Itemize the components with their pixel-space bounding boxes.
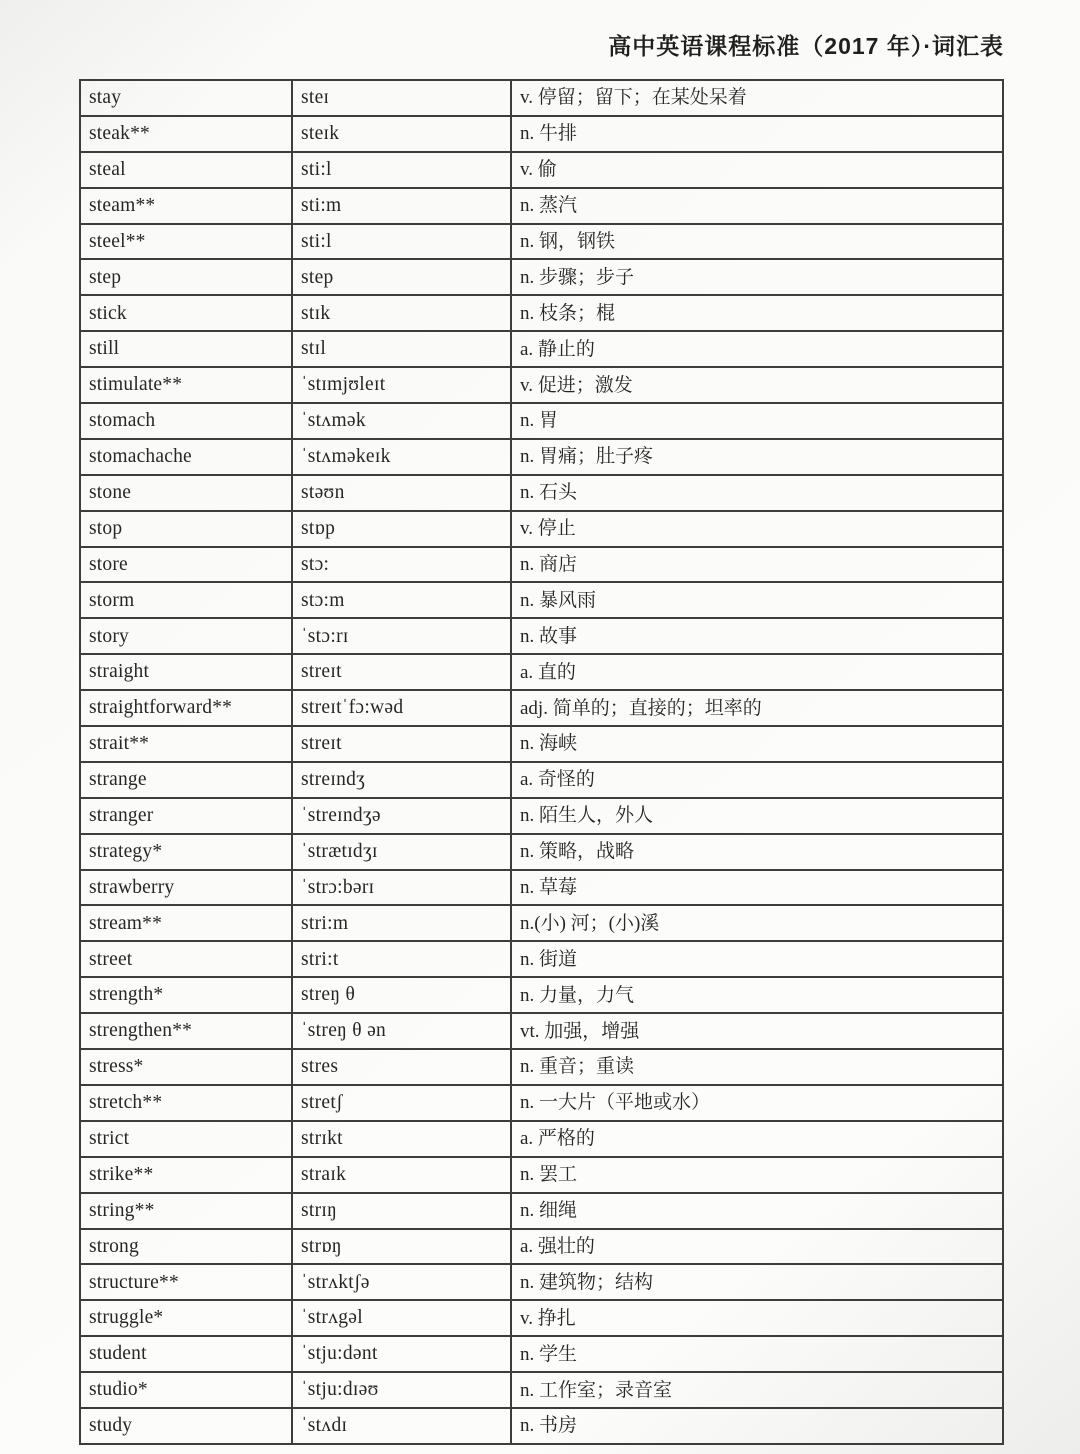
meaning-cell: n. 罢工 [511,1157,1003,1193]
word-cell: stimulate** [80,367,292,403]
meaning-cell: n. 胃痛；肚子疼 [511,439,1003,475]
word-cell: straight [80,654,292,690]
word-cell: strengthen** [80,1013,292,1049]
word-cell: strength* [80,977,292,1013]
word-cell: straightforward** [80,690,292,726]
phonetic-cell: ˈstʌməkeɪk [292,439,511,475]
meaning-cell: n. 重音；重读 [511,1049,1003,1085]
table-row [80,1157,1003,1193]
table-row [80,618,1003,654]
table-row [80,295,1003,331]
table-row [80,152,1003,188]
table-row [80,1300,1003,1336]
phonetic-cell: stəʊn [292,475,511,511]
word-cell: stranger [80,798,292,834]
phonetic-cell: ˈstrʌgəl [292,1300,511,1336]
table-row [80,116,1003,152]
meaning-cell: n. 策略，战略 [511,834,1003,870]
table-row [80,762,1003,798]
phonetic-cell: streɪndʒ [292,762,511,798]
phonetic-cell: ˈstʌdɪ [292,1408,511,1444]
meaning-cell: n. 石头 [511,475,1003,511]
word-cell: still [80,331,292,367]
phonetic-cell: stri:t [292,941,511,977]
meaning-cell: n. 故事 [511,618,1003,654]
table-row [80,798,1003,834]
table-row [80,582,1003,618]
meaning-cell: n. 陌生人，外人 [511,798,1003,834]
page-title: 高中英语课程标准（2017 年）·词汇表 [608,33,1004,59]
table-row [80,259,1003,295]
vocab-table-body [80,80,1003,1444]
phonetic-cell: step [292,259,511,295]
table-row [80,1049,1003,1085]
meaning-cell: n. 工作室；录音室 [511,1372,1003,1408]
word-cell: steak** [80,116,292,152]
table-row [80,1336,1003,1372]
meaning-cell: v. 停止 [511,511,1003,547]
phonetic-cell: streɪtˈfɔ:wəd [292,690,511,726]
word-cell: student [80,1336,292,1372]
word-cell: study [80,1408,292,1444]
phonetic-cell: stretʃ [292,1085,511,1121]
table-row [80,80,1003,116]
phonetic-cell: sti:m [292,188,511,224]
meaning-cell: a. 静止的 [511,331,1003,367]
meaning-cell: v. 促进；激发 [511,367,1003,403]
table-row [80,1229,1003,1265]
word-cell: street [80,941,292,977]
meaning-cell: n. 一大片（平地或水） [511,1085,1003,1121]
vocab-table [79,79,1004,1445]
word-cell: studio* [80,1372,292,1408]
table-row [80,977,1003,1013]
phonetic-cell: stɒp [292,511,511,547]
word-cell: steal [80,152,292,188]
word-cell: stretch** [80,1085,292,1121]
meaning-cell: a. 严格的 [511,1121,1003,1157]
word-cell: steel** [80,224,292,260]
table-row [80,870,1003,906]
word-cell: stone [80,475,292,511]
table-row [80,941,1003,977]
meaning-cell: v. 挣扎 [511,1300,1003,1336]
meaning-cell: n. 建筑物；结构 [511,1264,1003,1300]
word-cell: stress* [80,1049,292,1085]
word-cell: strategy* [80,834,292,870]
table-row [80,403,1003,439]
meaning-cell: n. 细绳 [511,1193,1003,1229]
phonetic-cell: ˈstreŋ θ ən [292,1013,511,1049]
word-cell: stream** [80,905,292,941]
phonetic-cell: streɪt [292,726,511,762]
word-cell: store [80,547,292,583]
meaning-cell: n. 暴风雨 [511,582,1003,618]
meaning-cell: n. 力量，力气 [511,977,1003,1013]
table-row [80,547,1003,583]
table-row [80,188,1003,224]
phonetic-cell: sti:l [292,224,511,260]
table-row [80,1193,1003,1229]
word-cell: structure** [80,1264,292,1300]
meaning-cell: v. 偷 [511,152,1003,188]
phonetic-cell: stri:m [292,905,511,941]
phonetic-cell: stɪk [292,295,511,331]
phonetic-cell: streŋ θ [292,977,511,1013]
word-cell: stay [80,80,292,116]
phonetic-cell: strɪŋ [292,1193,511,1229]
table-row [80,726,1003,762]
table-row [80,690,1003,726]
word-cell: strange [80,762,292,798]
word-cell: strike** [80,1157,292,1193]
meaning-cell: n. 街道 [511,941,1003,977]
word-cell: strawberry [80,870,292,906]
meaning-cell: n.(小) 河；(小)溪 [511,905,1003,941]
table-row [80,367,1003,403]
phonetic-cell: steɪ [292,80,511,116]
table-row [80,1408,1003,1444]
meaning-cell: vt. 加强，增强 [511,1013,1003,1049]
phonetic-cell: ˈstɪmjʊleɪt [292,367,511,403]
meaning-cell: n. 牛排 [511,116,1003,152]
meaning-cell: a. 强壮的 [511,1229,1003,1265]
phonetic-cell: sti:l [292,152,511,188]
word-cell: step [80,259,292,295]
meaning-cell: n. 商店 [511,547,1003,583]
word-cell: stop [80,511,292,547]
meaning-cell: v. 停留；留下；在某处呆着 [511,80,1003,116]
table-row [80,654,1003,690]
phonetic-cell: ˈstɔ:rɪ [292,618,511,654]
table-row [80,1085,1003,1121]
word-cell: strict [80,1121,292,1157]
phonetic-cell: ˈstrætɪdʒɪ [292,834,511,870]
word-cell: strait** [80,726,292,762]
table-row [80,1013,1003,1049]
table-row [80,1372,1003,1408]
word-cell: story [80,618,292,654]
table-row [80,834,1003,870]
phonetic-cell: strɪkt [292,1121,511,1157]
meaning-cell: n. 步骤；步子 [511,259,1003,295]
phonetic-cell: ˈstʌmək [292,403,511,439]
meaning-cell: n. 海峡 [511,726,1003,762]
word-cell: stick [80,295,292,331]
phonetic-cell: strɒŋ [292,1229,511,1265]
table-row [80,1121,1003,1157]
phonetic-cell: ˈstju:dənt [292,1336,511,1372]
meaning-cell: n. 蒸汽 [511,188,1003,224]
phonetic-cell: ˈstrʌktʃə [292,1264,511,1300]
table-row [80,439,1003,475]
meaning-cell: n. 书房 [511,1408,1003,1444]
word-cell: stomach [80,403,292,439]
word-cell: stomachache [80,439,292,475]
phonetic-cell: steɪk [292,116,511,152]
word-cell: struggle* [80,1300,292,1336]
meaning-cell: n. 胃 [511,403,1003,439]
table-row [80,224,1003,260]
table-row [80,511,1003,547]
meaning-cell: n. 钢，钢铁 [511,224,1003,260]
table-row [80,905,1003,941]
word-cell: strong [80,1229,292,1265]
phonetic-cell: stɔ:m [292,582,511,618]
meaning-cell: a. 奇怪的 [511,762,1003,798]
phonetic-cell: stɪl [292,331,511,367]
word-cell: steam** [80,188,292,224]
table-row [80,475,1003,511]
table-row [80,331,1003,367]
meaning-cell: adj. 简单的；直接的；坦率的 [511,690,1003,726]
phonetic-cell: ˈstrɔ:bərɪ [292,870,511,906]
meaning-cell: n. 枝条；棍 [511,295,1003,331]
meaning-cell: n. 学生 [511,1336,1003,1372]
phonetic-cell: stɔ: [292,547,511,583]
word-cell: storm [80,582,292,618]
word-cell: string** [80,1193,292,1229]
meaning-cell: n. 草莓 [511,870,1003,906]
phonetic-cell: ˈstju:dɪəʊ [292,1372,511,1408]
phonetic-cell: straɪk [292,1157,511,1193]
phonetic-cell: stres [292,1049,511,1085]
phonetic-cell: streɪt [292,654,511,690]
table-row [80,1264,1003,1300]
meaning-cell: a. 直的 [511,654,1003,690]
phonetic-cell: ˈstreɪndʒə [292,798,511,834]
